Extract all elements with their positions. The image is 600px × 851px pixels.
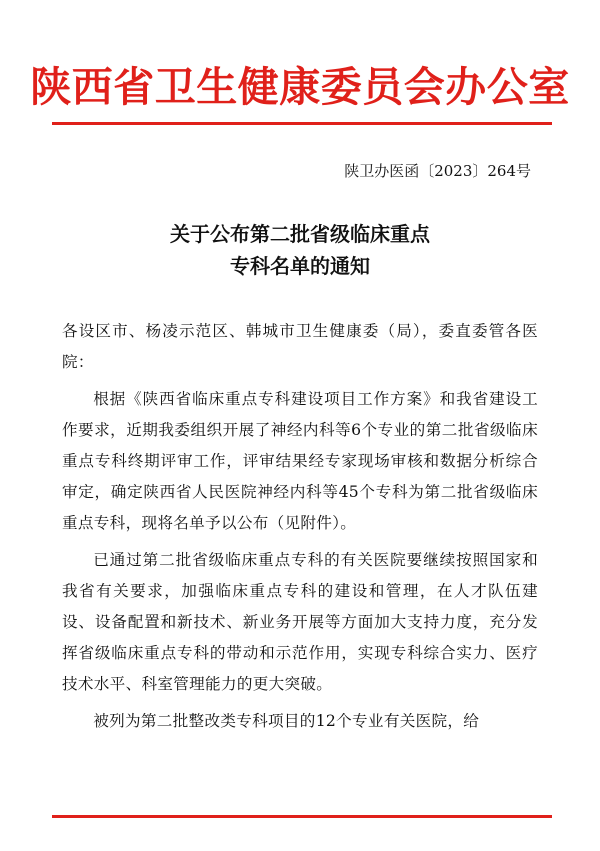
body-paragraph-2: 已通过第二批省级临床重点专科的有关医院要继续按照国家和我省有关要求，加强临床重点专科的建设和管理，在人才队伍建设、设备配置和新技术、新业务开展等方面加大支持力度，充分发挥省级临床重点专科的带动和示范作用，实现专科综合实力、医疗技术水平、科室管理能力的更大突破。	[62, 551, 538, 693]
document-number: 陕卫办医函〔2023〕264号	[344, 162, 531, 180]
header-red-rule	[52, 122, 552, 125]
salutation: 各设区市、杨凌示范区、韩城市卫生健康委（局），委直委管各医院：	[62, 322, 538, 371]
issuing-office-title: 陕西省卫生健康委员会办公室	[30, 63, 570, 111]
document-title-line-2: 专科名单的通知	[230, 254, 370, 278]
footer-red-rule	[52, 815, 552, 818]
document-title	[0, 218, 600, 282]
document-title-line-1: 关于公布第二批省级临床重点	[170, 222, 430, 246]
body-paragraph-3: 被列为第二批整改类专科项目的12个专业有关医院，给	[93, 712, 480, 730]
body-paragraph-1: 根据《陕西省临床重点专科建设项目工作方案》和我省建设工作要求，近期我委组织开展了神经内科等6个专业的第二批省级临床重点专科终期评审工作，评审结果经专家现场审核和数据分析综合审定，确定陕西省人民医院神经内科等45个专科为第二批省级临床重点专科，现将名单予以公布（见附件）。	[62, 390, 538, 532]
document-body	[62, 316, 538, 743]
